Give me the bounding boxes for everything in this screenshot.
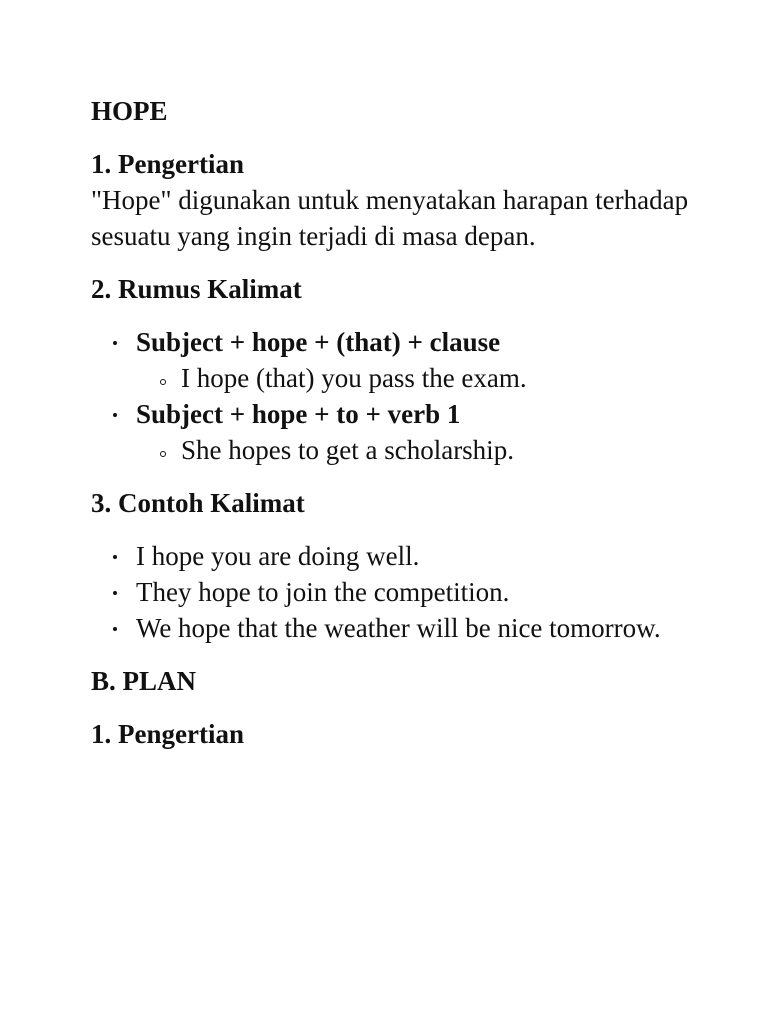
- example-item: They hope to join the competition.: [91, 574, 691, 610]
- section-heading-rumus: 2. Rumus Kalimat: [91, 274, 302, 304]
- document-title: HOPE: [91, 96, 168, 126]
- formula-example-list: [136, 360, 691, 396]
- section-heading-contoh: 3. Contoh Kalimat: [91, 488, 305, 518]
- formula-example: She hopes to get a scholarship.: [136, 432, 691, 468]
- formula-text: Subject + hope + (that) + clause: [136, 327, 501, 357]
- next-section-title: B. PLAN: [91, 666, 197, 696]
- example-list: [91, 538, 691, 646]
- next-section-heading: 1. Pengertian: [91, 719, 244, 749]
- formula-item: [91, 324, 691, 396]
- example-item: We hope that the weather will be nice tomorrow.: [91, 610, 691, 646]
- section-heading-pengertian: 1. Pengertian: [91, 149, 244, 179]
- definition-paragraph: "Hope" digunakan untuk menyatakan harapan terhadap sesuatu yang ingin terjadi di masa depan.: [91, 185, 689, 251]
- formula-text: Subject + hope + to + verb 1: [136, 399, 461, 429]
- formula-example: I hope (that) you pass the exam.: [136, 360, 691, 396]
- formula-example-list: [136, 432, 691, 468]
- formula-item: [91, 396, 691, 468]
- formula-list: [91, 324, 691, 468]
- document-page: [91, 93, 691, 752]
- example-item: I hope you are doing well.: [91, 538, 691, 574]
